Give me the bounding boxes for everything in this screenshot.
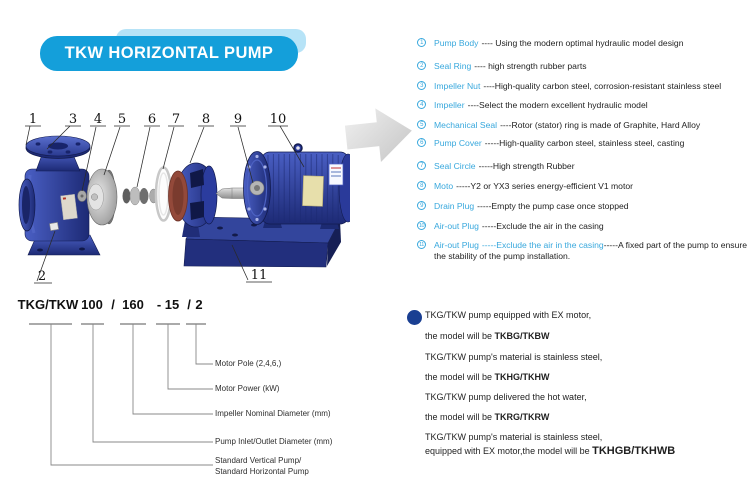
base-plate <box>184 217 341 267</box>
callout-11: 11 <box>250 268 268 283</box>
label-inlet-outlet-diameter: Pump Inlet/Outlet Diameter (mm) <box>215 437 333 446</box>
circled-number-icon: 2 <box>417 61 426 70</box>
note-line: TKG/TKW pump equipped with EX motor, <box>425 310 592 320</box>
label-motor-pole: Motor Pole (2,4,6,) <box>215 359 282 368</box>
callout-2: 2 <box>37 269 47 284</box>
parts-list-item-11: 11 Air-out Plug -----Exclude the air in the casing-----A fixed part of the pump to ensure the stability of the pump installation. <box>417 240 753 261</box>
note-line: equipped with EX motor,the model will be TKHGB/TKHWB <box>425 445 676 457</box>
parts-list-item-6: 6 Pump Cover -----High-quality carbon steel, stainless steel, casting <box>417 138 753 149</box>
title-banner <box>40 36 298 71</box>
callout-6: 6 <box>147 112 157 127</box>
circled-number-icon: 1 <box>417 38 426 47</box>
callout-8: 8 <box>201 112 211 127</box>
label-pump-type-line2: Standard Horizontal Pump <box>215 467 309 476</box>
impeller <box>87 169 117 225</box>
mechanical-seal <box>123 187 158 205</box>
motor-label <box>302 176 323 207</box>
page-title: TKW HORIZONTAL PUMP <box>64 44 274 62</box>
callout-9: 9 <box>233 112 243 127</box>
circled-number-icon: 7 <box>417 161 426 170</box>
circled-number-icon: 5 <box>417 120 426 129</box>
model-series-token: TKG/TKW <box>17 297 79 312</box>
pump-exploded-diagram <box>10 95 350 295</box>
callout-5: 5 <box>117 112 127 127</box>
model-code: TKBG/TKBW <box>494 331 550 341</box>
callout-10: 10 <box>269 112 287 127</box>
parts-list-item-10: 10 Air-out Plug -----Exclude the air in the casing <box>418 221 604 231</box>
drain-plug <box>50 222 59 230</box>
circled-number-icon: 3 <box>417 81 426 90</box>
parts-list-item-9: 9 Drain Plug -----Empty the pump case once stopped <box>417 201 753 212</box>
note-line: the model will be TKRG/TKRW <box>425 412 550 422</box>
bullet-dot-icon <box>407 310 422 325</box>
model-separator: - <box>156 297 162 312</box>
circled-number-icon: 6 <box>417 138 426 147</box>
note-line: TKG/TKW pump delivered the hot water, <box>425 392 587 402</box>
circled-number-icon: 4 <box>417 100 426 109</box>
circled-number-icon: 11 <box>417 240 426 249</box>
parts-list-item-2: 2 Seal Ring ---- high strength rubber parts <box>417 61 753 72</box>
model-separator: / <box>187 297 191 312</box>
parts-list-item-5: 5 Mechanical Seal ----Rotor (stator) ring is made of Graphite, Hard Alloy <box>417 120 753 131</box>
model-code: TKRG/TKRW <box>494 412 550 422</box>
model-pole-token: 2 <box>195 297 203 312</box>
parts-list-item-1: 1 Pump Body ---- Using the modern optimal hydraulic model design <box>417 38 753 49</box>
model-power-token: 15 <box>164 297 180 312</box>
circled-number-icon: 10 <box>418 223 425 229</box>
model-variant-notes <box>404 303 756 493</box>
note-line: TKG/TKW pump's material is stainless steel, <box>425 352 603 362</box>
label-motor-power: Motor Power (kW) <box>215 384 280 393</box>
parts-list-item-8: 8 Moto -----Y2 or YX3 series energy-efficient V1 motor <box>417 181 753 192</box>
parts-list-item-7: 7 Seal Circle -----High strength Rubber <box>417 161 753 172</box>
label-impeller-diameter: Impeller Nominal Diameter (mm) <box>215 409 331 418</box>
callout-1: 1 <box>28 112 38 127</box>
model-impeller-token: 160 <box>122 297 144 312</box>
note-line: the model will be TKHG/TKHW <box>425 372 550 382</box>
motor <box>244 144 351 229</box>
parts-list-item-3: 3 Impeller Nut ----High-quality carbon steel, corrosion-resistant stainless steel <box>417 81 753 92</box>
arrow-right-icon <box>340 96 425 176</box>
callout-7: 7 <box>171 112 181 127</box>
note-line: the model will be TKBG/TKBW <box>425 331 550 341</box>
label-pump-type-line1: Standard Vertical Pump/ <box>215 456 302 465</box>
parts-list-item-4: 4 Impeller ----Select the modern excellent hydraulic model <box>417 100 753 111</box>
circled-number-icon: 8 <box>417 181 426 190</box>
callout-4: 4 <box>93 112 103 127</box>
note-line: TKG/TKW pump's material is stainless steel, <box>425 432 603 442</box>
model-code: TKHG/TKHW <box>494 372 550 382</box>
model-code: TKHGB/TKHWB <box>592 445 676 457</box>
model-separator: / <box>111 297 115 312</box>
model-inlet-token: 100 <box>81 297 103 312</box>
callout-3: 3 <box>68 112 78 127</box>
impeller-nut <box>78 191 87 202</box>
nameplate-sticker <box>61 194 78 220</box>
circled-number-icon: 9 <box>417 201 426 210</box>
